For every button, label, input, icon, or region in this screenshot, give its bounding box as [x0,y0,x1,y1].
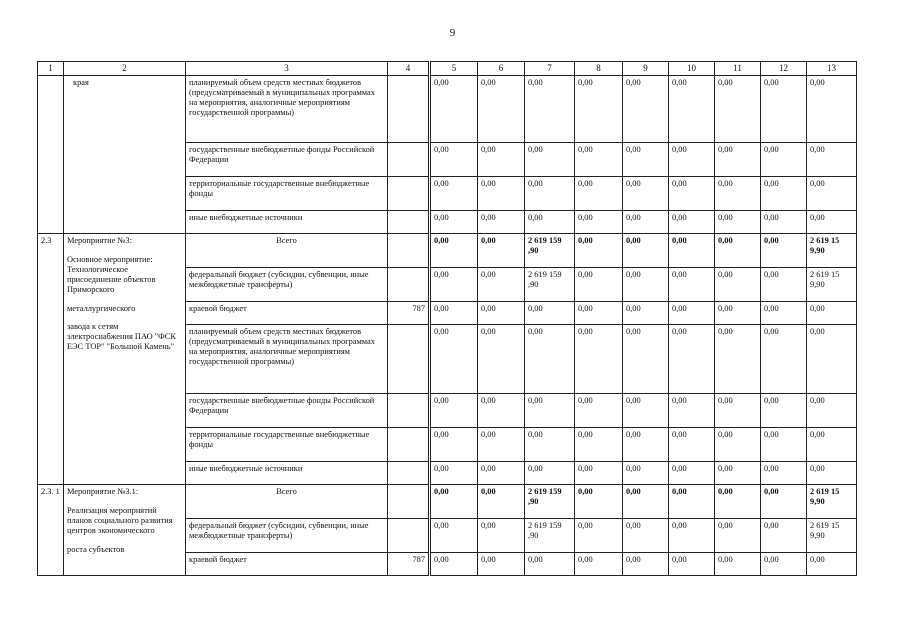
amount-cell: 0,00 [761,211,807,234]
amount-cell: 0,00 [623,177,669,211]
amount-cell: 0,00 [525,302,575,325]
table-row [38,76,857,143]
amount-cell: 0,00 [525,428,575,462]
amount-cell: 0,00 [715,519,761,553]
amount-cell: 0,00 [430,211,478,234]
amount-cell: 0,00 [478,234,525,268]
item-number: 2.3 [38,234,64,485]
amount-cell: 0,00 [669,143,715,177]
column-header: 2 [64,62,186,76]
amount-cell: 0,00 [525,394,575,428]
header-row [38,62,857,76]
amount-cell: 0,00 [669,519,715,553]
column-header: 13 [807,62,857,76]
budget-code: 787 [388,553,430,576]
amount-cell: 0,00 [478,394,525,428]
amount-cell: 0,00 [525,211,575,234]
funding-source: территориальные государственные внебюджетные фонды [186,177,388,211]
amount-cell: 0,00 [430,485,478,519]
item-number [38,76,64,234]
budget-code [388,143,430,177]
amount-cell: 0,00 [761,302,807,325]
amount-cell: 0,00 [761,394,807,428]
column-header: 11 [715,62,761,76]
amount-cell: 0,00 [430,143,478,177]
column-header: 3 [186,62,388,76]
funding-source: государственные внебюджетные фонды Российской Федерации [186,394,388,428]
amount-cell: 0,00 [807,428,857,462]
amount-cell: 2 619 159 ,90 [525,485,575,519]
amount-cell: 0,00 [575,76,623,143]
amount-cell: 0,00 [623,325,669,394]
budget-code: 787 [388,302,430,325]
amount-cell: 0,00 [623,394,669,428]
amount-cell: 0,00 [430,234,478,268]
amount-cell: 0,00 [669,268,715,302]
amount-cell: 0,00 [430,177,478,211]
amount-cell: 0,00 [575,462,623,485]
amount-cell: 0,00 [807,302,857,325]
funding-source: федеральный бюджет (субсидии, субвенции, иные межбюджетные трансферты) [186,268,388,302]
amount-cell: 0,00 [430,268,478,302]
amount-cell: 0,00 [478,211,525,234]
amount-cell: 0,00 [575,325,623,394]
column-header: 1 [38,62,64,76]
amount-cell: 0,00 [715,234,761,268]
amount-cell: 0,00 [669,485,715,519]
amount-cell: 0,00 [430,302,478,325]
amount-cell: 0,00 [623,553,669,576]
amount-cell: 0,00 [623,268,669,302]
amount-cell: 0,00 [623,428,669,462]
budget-code [388,234,430,268]
funding-source: краевой бюджет [186,302,388,325]
item-name [64,234,186,485]
amount-cell: 2 619 159 ,90 [525,234,575,268]
item-name [64,76,186,234]
amount-cell: 0,00 [525,143,575,177]
amount-cell: 2 619 159 ,90 [525,268,575,302]
amount-cell: 0,00 [575,234,623,268]
budget-code [388,394,430,428]
amount-cell: 0,00 [575,553,623,576]
amount-cell: 0,00 [761,76,807,143]
amount-cell: 0,00 [669,177,715,211]
amount-cell: 0,00 [715,553,761,576]
amount-cell: 0,00 [623,462,669,485]
amount-cell: 0,00 [715,302,761,325]
amount-cell: 0,00 [575,485,623,519]
amount-cell: 0,00 [430,325,478,394]
spacer [67,295,182,304]
budget-code [388,462,430,485]
table-row [38,234,857,268]
amount-cell: 0,00 [430,553,478,576]
amount-cell: 0,00 [761,485,807,519]
amount-cell: 0,00 [623,211,669,234]
item-name-line: металлургического [67,303,136,313]
item-name-line: Мероприятие №3.1: [67,487,139,496]
amount-cell: 0,00 [525,76,575,143]
amount-cell: 0,00 [575,143,623,177]
amount-cell: 0,00 [761,143,807,177]
amount-cell: 0,00 [669,211,715,234]
spacer [67,246,182,255]
amount-cell: 0,00 [761,519,807,553]
funding-source: территориальные государственные внебюджетные фонды [186,428,388,462]
amount-cell: 0,00 [669,325,715,394]
amount-cell: 0,00 [575,428,623,462]
amount-cell: 0,00 [478,519,525,553]
amount-cell: 0,00 [525,462,575,485]
column-header: 9 [623,62,669,76]
amount-cell: 0,00 [430,394,478,428]
amount-cell: 0,00 [715,76,761,143]
budget-code [388,428,430,462]
budget-code [388,177,430,211]
funding-source: иные внебюджетные источники [186,462,388,485]
amount-cell: 0,00 [807,143,857,177]
amount-cell: 0,00 [761,428,807,462]
amount-cell: 0,00 [715,462,761,485]
amount-cell: 0,00 [807,553,857,576]
amount-cell: 0,00 [669,234,715,268]
amount-cell: 0,00 [623,143,669,177]
amount-cell: 0,00 [669,428,715,462]
amount-cell: 0,00 [761,234,807,268]
amount-cell: 0,00 [430,519,478,553]
amount-cell: 0,00 [761,268,807,302]
funding-source: государственные внебюджетные фонды Российской Федерации [186,143,388,177]
amount-cell: 0,00 [807,462,857,485]
item-name-text: края [73,78,89,87]
amount-cell: 0,00 [807,177,857,211]
item-name [64,485,186,576]
item-name-line: роста субъектов [67,544,125,554]
amount-cell: 0,00 [807,211,857,234]
amount-cell: 0,00 [430,76,478,143]
amount-cell: 0,00 [807,325,857,394]
amount-cell: 0,00 [669,302,715,325]
item-number: 2.3. 1 [38,485,64,576]
amount-cell: 0,00 [478,143,525,177]
amount-cell: 0,00 [575,177,623,211]
item-name-line: завода к сетям электроснабжения ПАО "ФСК ЕЭС ТОР" "Большой Камень" [67,322,176,352]
column-header: 12 [761,62,807,76]
item-name-line: Основное мероприятие: Технологическое присоединение объектов Приморского [67,254,156,294]
funding-source: планируемый объем средств местных бюджетов (предусматриваемый в муниципальных программах на мероприятия, аналогичные мероприятиям государственной программы) [186,325,388,394]
amount-cell: 0,00 [761,553,807,576]
amount-cell: 0,00 [761,177,807,211]
amount-cell: 0,00 [478,428,525,462]
amount-cell: 2 619 15 9,90 [807,519,857,553]
amount-cell: 0,00 [575,211,623,234]
amount-cell: 0,00 [478,325,525,394]
amount-cell: 0,00 [623,485,669,519]
amount-cell: 0,00 [669,553,715,576]
funding-source: Всего [186,234,388,268]
column-header: 5 [430,62,478,76]
amount-cell: 0,00 [715,177,761,211]
amount-cell: 2 619 15 9,90 [807,485,857,519]
amount-cell: 0,00 [575,302,623,325]
amount-cell: 0,00 [478,462,525,485]
budget-code [388,325,430,394]
amount-cell: 2 619 15 9,90 [807,268,857,302]
amount-cell: 0,00 [761,325,807,394]
budget-code [388,485,430,519]
funding-source: иные внебюджетные источники [186,211,388,234]
amount-cell: 0,00 [478,485,525,519]
amount-cell: 0,00 [715,211,761,234]
budget-table [37,61,857,576]
spacer [67,497,182,506]
amount-cell: 0,00 [715,268,761,302]
amount-cell: 0,00 [715,485,761,519]
amount-cell: 0,00 [715,428,761,462]
budget-code [388,268,430,302]
amount-cell: 0,00 [478,302,525,325]
column-header: 4 [388,62,430,76]
amount-cell: 0,00 [761,462,807,485]
spacer [67,536,182,545]
amount-cell: 0,00 [623,76,669,143]
column-header: 7 [525,62,575,76]
funding-source: краевой бюджет [186,553,388,576]
amount-cell: 0,00 [623,234,669,268]
amount-cell: 0,00 [807,394,857,428]
column-header: 10 [669,62,715,76]
amount-cell: 0,00 [669,462,715,485]
amount-cell: 0,00 [807,76,857,143]
budget-code [388,211,430,234]
column-header: 8 [575,62,623,76]
table-row [38,485,857,519]
amount-cell: 0,00 [430,428,478,462]
amount-cell: 0,00 [478,177,525,211]
item-name-line: Реализация мероприятий планов социального развития центров экономического [67,505,173,535]
amount-cell: 0,00 [575,394,623,428]
amount-cell: 0,00 [478,268,525,302]
page-number: 9 [449,27,456,39]
amount-cell: 0,00 [669,76,715,143]
amount-cell: 0,00 [575,268,623,302]
amount-cell: 0,00 [715,143,761,177]
amount-cell: 0,00 [525,553,575,576]
amount-cell: 0,00 [525,325,575,394]
amount-cell: 0,00 [623,519,669,553]
column-header: 6 [478,62,525,76]
funding-source: Всего [186,485,388,519]
amount-cell: 0,00 [669,394,715,428]
amount-cell: 2 619 15 9,90 [807,234,857,268]
amount-cell: 0,00 [575,519,623,553]
budget-code [388,76,430,143]
amount-cell: 2 619 159 ,90 [525,519,575,553]
amount-cell: 0,00 [478,553,525,576]
amount-cell: 0,00 [478,76,525,143]
amount-cell: 0,00 [525,177,575,211]
amount-cell: 0,00 [430,462,478,485]
spacer [67,313,182,322]
funding-source: федеральный бюджет (субсидии, субвенции, иные межбюджетные трансферты) [186,519,388,553]
amount-cell: 0,00 [623,302,669,325]
budget-code [388,519,430,553]
amount-cell: 0,00 [715,325,761,394]
item-name-line: Мероприятие №3: [67,236,132,245]
funding-source: планируемый объем средств местных бюджетов (предусматриваемый в муниципальных программах на мероприятия, аналогичные мероприятиям государственной программы) [186,76,388,143]
amount-cell: 0,00 [715,394,761,428]
